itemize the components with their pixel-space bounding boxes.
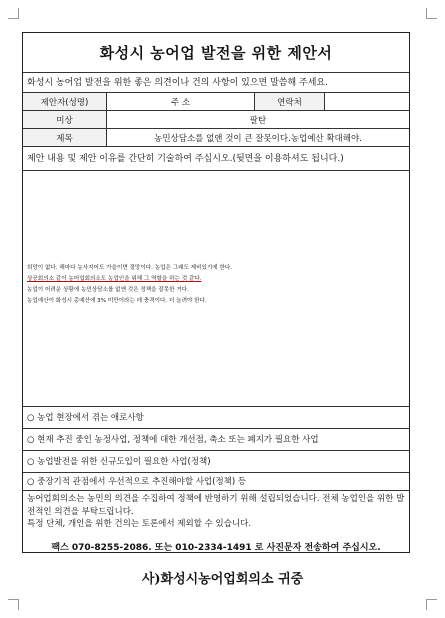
crop-mark-top-right bbox=[426, 8, 437, 19]
note-text: 농어업회의소는 농민의 의견을 수집하여 정책에 반영하기 위해 설립되었습니다. 전체 농업인을 위한 발전적인 의견을 부탁드립니다. bbox=[27, 494, 405, 517]
checklist-item: ○ 농업 현장에서 겪는 애로사항 bbox=[23, 407, 409, 429]
proposal-form bbox=[22, 32, 410, 553]
crop-mark-top-left bbox=[8, 8, 19, 19]
recipient-footer: 사)화성시농어업회의소 귀중 bbox=[141, 572, 304, 587]
subject-field[interactable]: 농민상담소를 없앤 것이 큰 잘못이다.농업예산 확대해야. bbox=[154, 133, 362, 144]
fax-instruction: 팩스 070-8255-2086. 또는 010-2334-1491 로 사진문자 전송하여 주십시오. bbox=[51, 543, 381, 553]
affiliation-field[interactable]: 팔탄 bbox=[249, 115, 267, 126]
proposer-label: 제안자(성명) bbox=[23, 93, 107, 110]
content-line: 농업이 어려운 상황에 농민상담소를 없앤 것은 정책을 잘못한 거다. bbox=[27, 287, 189, 293]
form-title: 화성시 농어업 발전을 위한 제안서 bbox=[99, 44, 333, 62]
content-line: 상공회의소 같이 농어업회의소도 농업인을 위해 그 역할을 하는 것 같다. bbox=[27, 276, 202, 282]
checklist-item: ○ 현재 추진 중인 농정사업, 정책에 대한 개선점, 축소 또는 폐지가 필요한 사업 bbox=[23, 429, 409, 451]
checklist-item: ○ 농업발전을 위한 신규도입이 필요한 사업(정책) bbox=[23, 451, 409, 473]
proposal-content-area[interactable] bbox=[23, 171, 409, 407]
proposer-name-field[interactable]: 주 소 bbox=[107, 93, 255, 110]
contact-field[interactable] bbox=[325, 93, 409, 110]
crop-mark-bottom-left bbox=[8, 599, 19, 610]
subject-label: 제목 bbox=[23, 129, 107, 146]
proposal-content bbox=[27, 263, 405, 307]
crop-mark-bottom-right bbox=[426, 599, 437, 610]
affiliation-label: 미상 bbox=[23, 111, 107, 128]
content-line: 희망이 없다. 해마다 농사지어도 가을이면 절망이다. 농업은 그래도 제비있기에 한다. bbox=[27, 265, 233, 271]
content-line: 농업예산이 화성시 총예산에 3% 미만이라는 데 충격이다. 더 늘려야 한다. bbox=[27, 298, 207, 304]
subject-row bbox=[23, 129, 409, 147]
checklist-item: ○ 중장기적 관점에서 우선적으로 추진해야할 사업(정책) 등 bbox=[23, 473, 409, 491]
content-prompt: 제안 내용 및 제안 이유를 간단히 기술하여 주십시오.(뒷면을 이용하셔도 됩니다.) bbox=[23, 147, 409, 171]
note-text: 특정 단체, 개인을 위한 건의는 토론에서 제외할 수 있습니다. bbox=[27, 519, 252, 529]
contact-label: 연락처 bbox=[255, 93, 325, 110]
affiliation-row bbox=[23, 111, 409, 129]
proposer-row bbox=[23, 93, 409, 111]
title-row bbox=[23, 33, 409, 73]
intro-text: 화성시 농어업 발전을 위한 좋은 의견이나 건의 사항이 있으면 말씀해 주세요. bbox=[23, 73, 409, 93]
